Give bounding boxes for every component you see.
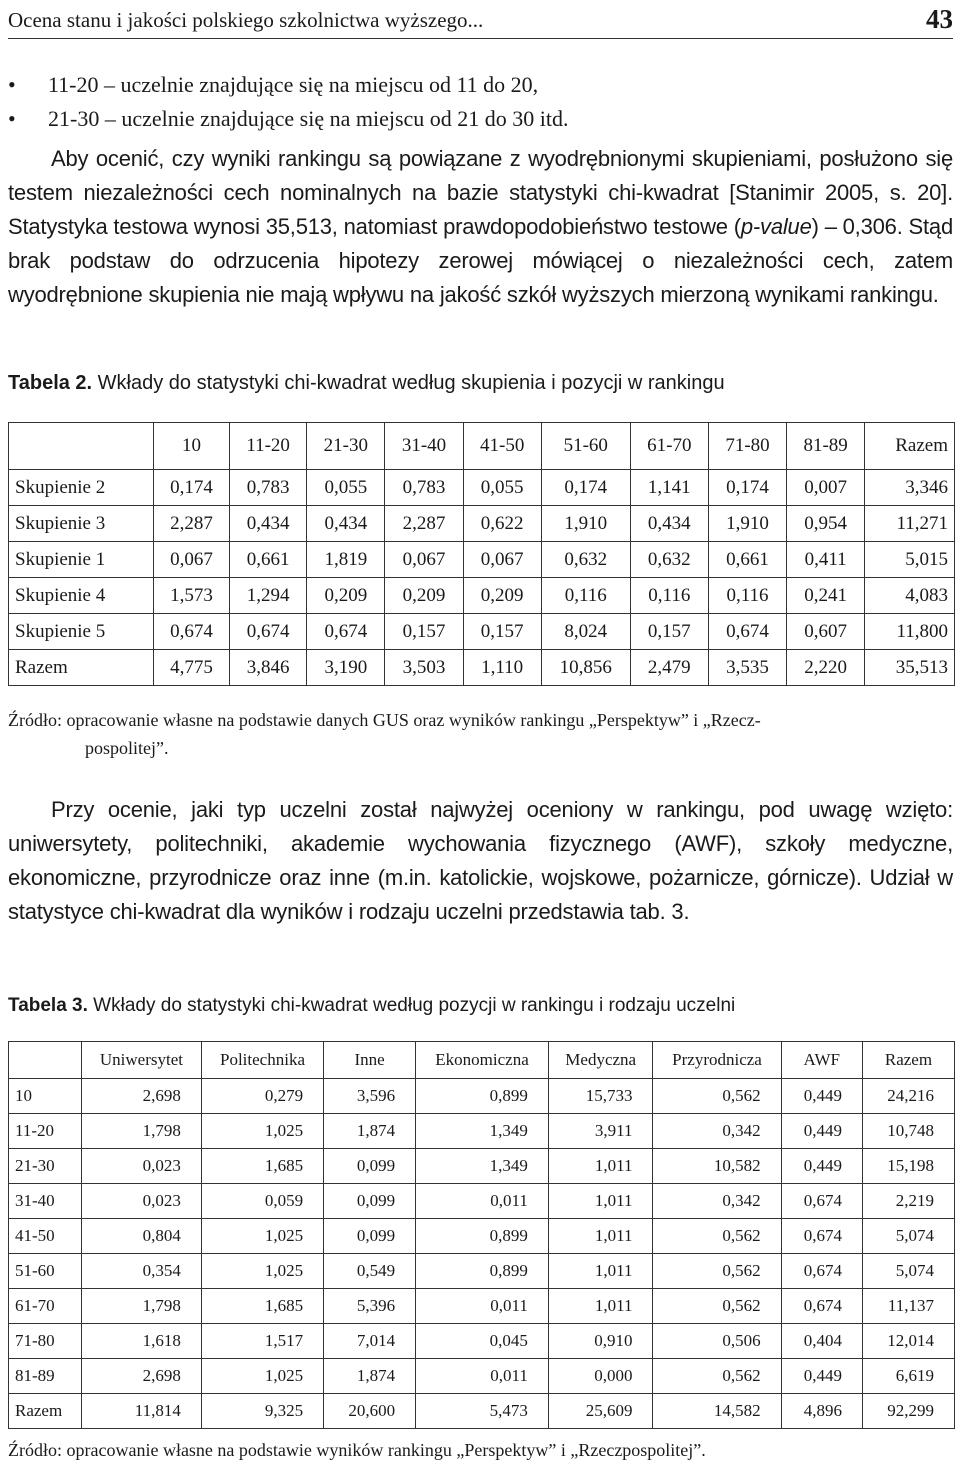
row-label: Skupienie 3 [9,506,154,542]
table-cell: 0,045 [416,1324,549,1359]
table-cell: 1,874 [324,1114,416,1149]
table-cell: 9,325 [201,1394,323,1429]
table-cell: 3,596 [324,1079,416,1114]
table-cell: 0,674 [781,1289,862,1324]
table-cell: 0,674 [307,614,385,650]
table-row [9,1324,955,1359]
table-cell: 14,582 [653,1394,781,1429]
table-cell: 0,099 [324,1219,416,1254]
table-cell: 0,449 [781,1114,862,1149]
list-item: • 21-30 – uczelnie znajdujące się na miejscu od 21 do 30 itd. [8,102,953,136]
table-cell: 0,116 [630,578,708,614]
table-row [9,1289,955,1324]
table-cell: 0,067 [463,542,541,578]
table-cell: 1,874 [324,1359,416,1394]
table-cell: 1,910 [708,506,786,542]
table-cell: 0,023 [82,1149,202,1184]
table-cell: 0,067 [385,542,463,578]
table-cell: 0,157 [385,614,463,650]
table-row [9,542,955,578]
bullet-icon: • [8,72,16,97]
table-cell: 4,083 [865,578,955,614]
table-cell: 1,349 [416,1149,549,1184]
table-cell: 0,632 [630,542,708,578]
row-label: Razem [9,1394,82,1429]
table-cell: 5,074 [862,1254,954,1289]
table-cell: 0,404 [781,1324,862,1359]
table-cell: 0,411 [787,542,865,578]
table-cell: 6,619 [862,1359,954,1394]
table-cell: 0,506 [653,1324,781,1359]
table-cell: 1,011 [548,1184,653,1219]
column-header [9,1042,82,1079]
column-header: 71-80 [708,423,786,470]
list-item: • 11-20 – uczelnie znajdujące się na miejscu od 11 do 20, [8,68,953,102]
column-header: 10 [154,423,230,470]
table-cell: 35,513 [865,650,955,686]
table-cell: 5,396 [324,1289,416,1324]
table-cell: 25,609 [548,1394,653,1429]
table-cell: 2,479 [630,650,708,686]
table-cell: 1,798 [82,1114,202,1149]
column-header: Inne [324,1042,416,1079]
column-header [9,423,154,470]
row-label: Razem [9,650,154,686]
table-cell: 8,024 [541,614,630,650]
table-cell: 1,025 [201,1219,323,1254]
table-cell: 1,011 [548,1289,653,1324]
running-title: Ocena stanu i jakości polskiego szkolnictwa wyższego... [8,8,484,32]
table-cell: 0,632 [541,542,630,578]
table-cell: 5,074 [862,1219,954,1254]
table-cell: 0,910 [548,1324,653,1359]
column-header: Medyczna [548,1042,653,1079]
table-row [9,1359,955,1394]
table-cell: 1,685 [201,1289,323,1324]
table-cell: 2,219 [862,1184,954,1219]
table-cell: 0,209 [463,578,541,614]
table-cell: 10,856 [541,650,630,686]
table-cell: 1,011 [548,1254,653,1289]
row-label: 51-60 [9,1254,82,1289]
table-row [9,1394,955,1429]
table-cell: 3,846 [230,650,307,686]
table-cell: 0,116 [541,578,630,614]
table-cell: 1,025 [201,1114,323,1149]
table-cell: 5,473 [416,1394,549,1429]
table-cell: 1,349 [416,1114,549,1149]
table-cell: 0,209 [307,578,385,614]
table-cell: 0,067 [154,542,230,578]
table-cell: 0,434 [230,506,307,542]
table-cell: 92,299 [862,1394,954,1429]
table-cell: 0,954 [787,506,865,542]
table-2-label: Tabela 2. [8,372,93,394]
table-cell: 2,287 [385,506,463,542]
column-header: Uniwersytet [82,1042,202,1079]
table-cell: 1,141 [630,470,708,506]
table-cell: 12,014 [862,1324,954,1359]
table-cell: 0,674 [230,614,307,650]
table-cell: 0,674 [781,1184,862,1219]
table-cell: 1,685 [201,1149,323,1184]
column-header: 21-30 [307,423,385,470]
table-cell: 0,674 [781,1254,862,1289]
table-cell: 0,783 [385,470,463,506]
table-cell: 4,775 [154,650,230,686]
row-label: 31-40 [9,1184,82,1219]
table-cell: 3,346 [865,470,955,506]
table-cell: 1,025 [201,1359,323,1394]
table-cell: 0,174 [541,470,630,506]
table-cell: 0,434 [307,506,385,542]
table-cell: 0,209 [385,578,463,614]
row-label: 71-80 [9,1324,82,1359]
row-label: 10 [9,1079,82,1114]
table-cell: 1,011 [548,1149,653,1184]
paragraph-university-type: Przy ocenie, jaki typ uczelni został najwyżej oceniony w rankingu, pod uwagę wzięto: uniwersytety, politechniki, akademie wychowania fizycznego (AWF), szkoły medyczne, ekonomiczne, przyrodnicze oraz inne (m.in. katolickie, wojskowe, pożarnicze, górnicze). Udział w statystyce chi-kwadrat dla wyników i rodzaju uczelni przedstawia tab. 3. [8,797,953,924]
table-row [9,1184,955,1219]
table-3-caption [8,995,735,1017]
table-cell: 1,819 [307,542,385,578]
table-cell: 11,814 [82,1394,202,1429]
table-cell: 0,000 [548,1359,653,1394]
table-cell: 2,698 [82,1079,202,1114]
table-cell: 15,198 [862,1149,954,1184]
table-cell: 0,099 [324,1149,416,1184]
table-cell: 0,674 [154,614,230,650]
table-cell: 0,055 [307,470,385,506]
table-cell: 0,607 [787,614,865,650]
table-2-caption [8,372,725,395]
row-label: Skupienie 4 [9,578,154,614]
table-cell: 0,674 [708,614,786,650]
table-cell: 4,896 [781,1394,862,1429]
table-cell: 0,562 [653,1219,781,1254]
table-cell: 10,748 [862,1114,954,1149]
column-header: Razem [862,1042,954,1079]
table-cell: 5,015 [865,542,955,578]
table-row [9,1079,955,1114]
table-cell: 0,023 [82,1184,202,1219]
table-cell: 0,174 [154,470,230,506]
table-cell: 0,562 [653,1359,781,1394]
table-cell: 0,449 [781,1079,862,1114]
table-row [9,650,955,686]
table-cell: 0,007 [787,470,865,506]
table-cell: 1,294 [230,578,307,614]
table-row [9,614,955,650]
table-cell: 0,157 [463,614,541,650]
table-cell: 0,674 [781,1219,862,1254]
column-header: 31-40 [385,423,463,470]
row-label: Skupienie 1 [9,542,154,578]
column-header: Politechnika [201,1042,323,1079]
table-cell: 0,804 [82,1219,202,1254]
table-row [9,470,955,506]
table-cell: 0,342 [653,1114,781,1149]
table-row [9,1114,955,1149]
table-cell: 11,800 [865,614,955,650]
table-cell: 0,449 [781,1359,862,1394]
table-cell: 0,011 [416,1359,549,1394]
table-cell: 1,798 [82,1289,202,1324]
table-row [9,1149,955,1184]
table-cell: 0,116 [708,578,786,614]
bullet-list [8,68,953,136]
table-header-row [9,423,955,470]
row-label: 21-30 [9,1149,82,1184]
table-cell: 2,220 [787,650,865,686]
table-cell: 0,099 [324,1184,416,1219]
table-cell: 0,174 [708,470,786,506]
table-3-source: Źródło: opracowanie własne na podstawie wyników rankingu „Perspektyw” i „Rzeczpospolitej”. [8,1440,706,1460]
table-cell: 0,011 [416,1184,549,1219]
table-cell: 2,287 [154,506,230,542]
column-header: Razem [865,423,955,470]
table-cell: 1,573 [154,578,230,614]
table-cell: 11,271 [865,506,955,542]
table-3-body [9,1079,955,1429]
table-cell: 2,698 [82,1359,202,1394]
row-label: 81-89 [9,1359,82,1394]
row-label: 11-20 [9,1114,82,1149]
row-label: 61-70 [9,1289,82,1324]
table-3-caption-text: Wkłady do statystyki chi-kwadrat według pozycji w rankingu i rodzaju uczelni [87,995,736,1016]
table-cell: 0,562 [653,1079,781,1114]
table-cell: 0,279 [201,1079,323,1114]
paragraph-chi-square-test: Aby ocenić, czy wyniki rankingu są powiązane z wyodrębnionymi skupieniami, posłużono się testem niezależności cech nominalnych na bazie statystyki chi-kwadrat [Stanimir 2005, s. 20]. Statystyka testowa wynosi 35,513, natomiast prawdopodobieństwo testowe (p-value) – 0,306. Stąd brak podstaw do odrzucenia hipotezy zerowej mówiącej o niezależności cech, zatem wyodrębnione skupienia nie mają wpływu na jakość szkół wyższych mierzoną wynikami rankingu. [8,146,953,307]
bullet-icon: • [8,106,16,131]
table-2-body [9,470,955,686]
column-header: 81-89 [787,423,865,470]
row-label: 41-50 [9,1219,82,1254]
table-cell: 10,582 [653,1149,781,1184]
table-cell: 3,503 [385,650,463,686]
table-cell: 0,011 [416,1289,549,1324]
table-row [9,578,955,614]
column-header: 41-50 [463,423,541,470]
table-row [9,1254,955,1289]
table-cell: 0,899 [416,1079,549,1114]
row-label: Skupienie 5 [9,614,154,650]
table-2-caption-text: Wkłady do statystyki chi-kwadrat według skupienia i pozycji w rankingu [92,372,725,394]
table-cell: 0,661 [230,542,307,578]
table-cell: 15,733 [548,1079,653,1114]
column-header: 61-70 [630,423,708,470]
table-cell: 0,354 [82,1254,202,1289]
column-header: AWF [781,1042,862,1079]
table-cell: 20,600 [324,1394,416,1429]
table-cell: 0,549 [324,1254,416,1289]
table-3 [8,1041,955,1429]
column-header: 11-20 [230,423,307,470]
table-cell: 0,562 [653,1254,781,1289]
table-cell: 0,449 [781,1149,862,1184]
table-cell: 0,059 [201,1184,323,1219]
table-cell: 0,783 [230,470,307,506]
column-header: 51-60 [541,423,630,470]
page-header [8,4,953,39]
table-cell: 1,011 [548,1219,653,1254]
table-cell: 0,241 [787,578,865,614]
table-header-row [9,1042,955,1079]
table-cell: 1,910 [541,506,630,542]
table-row [9,506,955,542]
table-3-label: Tabela 3. [8,995,88,1016]
table-cell: 3,911 [548,1114,653,1149]
table-cell: 0,661 [708,542,786,578]
table-cell: 24,216 [862,1079,954,1114]
table-cell: 1,025 [201,1254,323,1289]
table-cell: 7,014 [324,1324,416,1359]
table-cell: 11,137 [862,1289,954,1324]
table-cell: 0,622 [463,506,541,542]
table-cell: 0,055 [463,470,541,506]
column-header: Przyrodnicza [653,1042,781,1079]
table-cell: 3,190 [307,650,385,686]
table-2 [8,422,955,686]
row-label: Skupienie 2 [9,470,154,506]
table-cell: 1,110 [463,650,541,686]
page-number: 43 [926,4,953,34]
table-row [9,1219,955,1254]
table-cell: 0,899 [416,1254,549,1289]
table-cell: 1,517 [201,1324,323,1359]
table-cell: 0,342 [653,1184,781,1219]
column-header: Ekonomiczna [416,1042,549,1079]
table-cell: 3,535 [708,650,786,686]
table-cell: 1,618 [82,1324,202,1359]
table-cell: 0,899 [416,1219,549,1254]
table-cell: 0,434 [630,506,708,542]
table-2-source: Źródło: opracowanie własne na podstawie danych GUS oraz wyników rankingu „Perspektyw” i „Rzecz- pospolitej”. [8,710,761,758]
table-cell: 0,562 [653,1289,781,1324]
table-cell: 0,157 [630,614,708,650]
